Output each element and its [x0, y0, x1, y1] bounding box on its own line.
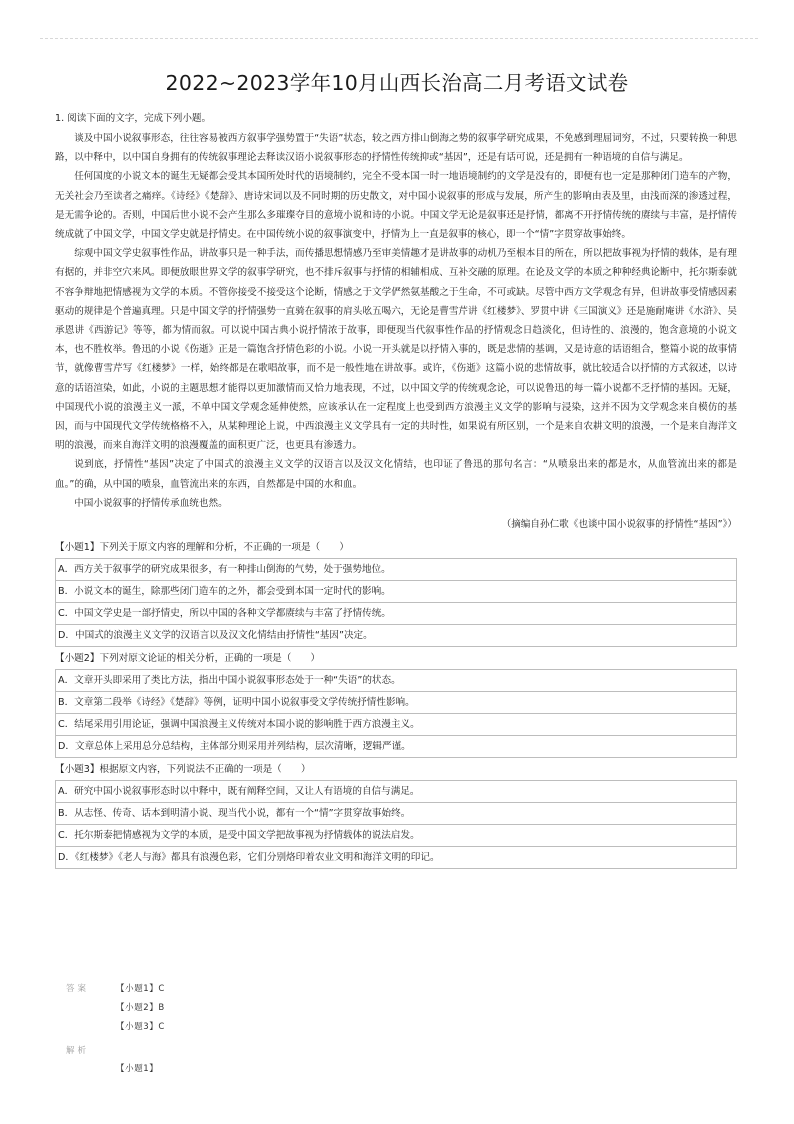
- option-c[interactable]: C．结尾采用引用论证，强调中国浪漫主义传统对本国小说的影响胜于西方浪漫主义。: [56, 714, 736, 736]
- option-b[interactable]: B．从志怪、传奇、话本到明清小说、现当代小说，都有一个“情”字贯穿故事始终。: [56, 803, 736, 825]
- question-content: [55, 112, 737, 871]
- passage-paragraph-1: 谈及中国小说叙事形态，往往容易被西方叙事学强势置于“失语”状态，较之西方排山倒海之势的叙事学研究成果，不免感到理屈词穷，不过，只要转换一种思路，以中释中，以中国自身拥有的传统叙事理论去释读汉语小说叙事形态的抒情性传统抑或“基因”，还是有话可说，还是拥有一种语境的自信与满足。: [55, 133, 737, 164]
- subquestion-3-stem: 【小题3】根据原文内容，下列说法不正确的一项是（ ）: [55, 764, 311, 776]
- option-d[interactable]: D．《红楼梦》《老人与海》都具有浪漫色彩，它们分别烙印着农业文明和海洋文明的印记。: [58, 852, 440, 864]
- subquestion-1-stem: 【小题1】下列关于原文内容的理解和分析，不正确的一项是（ ）: [55, 542, 349, 554]
- option-c[interactable]: C．中国文学史是一部抒情史，所以中国的各种文学都赓续与丰富了抒情传统。: [56, 603, 736, 625]
- answer-item: 【小题1】C: [116, 984, 165, 994]
- question-head: 1. 阅读下面的文字，完成下列小题。: [55, 113, 212, 124]
- option-b[interactable]: B．小说文本的诞生，除那些闭门造车的之外，都会受到本国一定时代的影响。: [56, 581, 736, 603]
- answer-label: 答案: [66, 984, 90, 994]
- option-c[interactable]: C．托尔斯泰把情感视为文学的本质，是受中国文学把故事视为抒情载体的说法启发。: [56, 825, 736, 847]
- analysis-item: 【小题1】: [116, 1064, 159, 1074]
- passage-paragraph-5: 中国小说叙事的抒情传承血统也然。: [74, 497, 228, 509]
- option-b[interactable]: B．文章第二段举《诗经》《楚辞》等例，证明中国小说叙事受文学传统抒情性影响。: [56, 692, 736, 714]
- page-title: 2022~2023学年10月山西长治高二月考语文试卷: [165, 71, 629, 95]
- option-d[interactable]: D．文章总体上采用总分总结构，主体部分则采用并列结构，层次清晰，逻辑严谨。: [58, 741, 411, 753]
- subquestion-1-options: [55, 558, 737, 647]
- subquestion-2-stem: 【小题2】下列对原文论证的相关分析，正确的一项是（ ）: [55, 653, 321, 665]
- answer-item: 【小题3】C: [116, 1022, 165, 1032]
- top-divider: [40, 38, 758, 39]
- passage-paragraph-4: 说到底，抒情性“基因”决定了中国式的浪漫主义文学的汉语言以及汉文化情结，也印证了鲁迅的那句名言：“从喷泉出来的都是水，从血管流出来的都是血。”的确，从中国的喷泉，血管流出来的东西，自然都是中国的水和血。: [55, 459, 737, 490]
- option-d[interactable]: D．中国式的浪漫主义文学的汉语言以及汉文化情结由抒情性“基因”决定。: [58, 630, 373, 642]
- analysis-label: 解析: [66, 1046, 90, 1056]
- option-a[interactable]: A．西方关于叙事学的研究成果很多，有一种排山倒海的气势，处于强势地位。: [56, 559, 736, 581]
- passage-paragraph-3: 综观中国文学史叙事性作品，讲故事只是一种手法，而传播思想情感乃至审美情趣才是讲故事的动机乃至根本目的所在，所以把故事视为抒情的载体，是有理有据的，并非空穴来风。即便放眼世界文学的叙事学研究，也不排斥叙事与抒情的相辅相成、互补交融的原理。在论及文学的本质之种种经典论断中，托尔斯泰就不容争辩地把情感视为文学的本质。不管你接受不接受这个论断，情感之于文学俨然氨基酸之于生命，不可或缺。尽管中西方文学观念有异，但讲故事受情感因素驱动的规律是个普遍真理。只是中国文学的抒情强势一直骑在叙事的肩头吆五喝六，无论是曹雪芹讲《红楼梦》、罗贯中讲《三国演义》还是施耐庵讲《水浒》、吴承恩讲《西游记》等等，都为情而叙。可以说中国古典小说抒情浓于故事，即便现当代叙事性作品的抒情观念日趋淡化，但诗性的、浪漫的，饱含意境的小说文本，也不胜枚举。鲁迅的小说《伤逝》正是一篇饱含抒情色彩的小说。小说一开头就是以抒情入事的，既是悲情的基调，又是诗意的话语组合，整篇小说的故事情节，就像曹雪芹写《红楼梦》一样，始终都是在歌唱故事，而不是一般性地在讲故事。或许，《伤逝》这篇小说的悲情故事，就比较适合以抒情的方式叙述，以诗意的话语渲染，如此，小说的主题思想才能得以更加激情而又恰力地表现，不过，以中国文学的传统观念论，可以说鲁迅的每一篇小说都不乏抒情的基因。无疑，中国现代小说的浪漫主义一派，不单中国文学观念延伸使然，应该承认在一定程度上也受到西方浪漫主义文学的影响与浸染，这并不因为文学观念来自模仿的基因，而与中国现代文学传统格格不入，从某种理论上说，中西浪漫主义文学具有一定的共时性，如果说有所区别，一个是来自农耕文明的浪漫，一个是来自海洋文明的浪漫，而来自海洋文明的浪漫覆盖的面积更广泛，也更具有渗透力。: [55, 248, 737, 452]
- subquestion-3-options: [55, 780, 737, 869]
- passage-source: （摘编自孙仁歌《也谈中国小说叙事的抒情性“基因”》）: [501, 519, 737, 531]
- option-a[interactable]: A．文章开头即采用了类比方法，指出中国小说叙事形态处于一种“失语”的状态。: [56, 670, 736, 692]
- answer-item: 【小题2】B: [116, 1003, 165, 1013]
- option-a[interactable]: A．研究中国小说叙事形态时以中释中，既有阐释空间，又让人有语境的自信与满足。: [56, 781, 736, 803]
- passage-paragraph-2: 任何国度的小说文本的诞生无疑都会受其本国所处时代的语境制约，完全不受本国一时一地语境制约的文学是没有的，即便有也一定是那种闭门造车的产物，无关社会乃至读者之痛痒。《诗经》《楚辞》、唐诗宋词以及不同时期的历史散文，对中国小说叙事的形成与发展，所产生的影响由表及里，由浅而深的渗透过程，是无需争论的。否则，中国后世小说不会产生那么多璀璨夺目的意境小说和诗的小说。中国文学无论是叙事还是抒情，都离不开抒情传统的赓续与丰富，是抒情传统成就了中国文学，中国文学史就是抒情史。在中国传统小说的叙事演变中，抒情为上一直是叙事的核心，即一个“情”字贯穿故事始终。: [55, 171, 737, 241]
- subquestion-2-options: [55, 669, 737, 758]
